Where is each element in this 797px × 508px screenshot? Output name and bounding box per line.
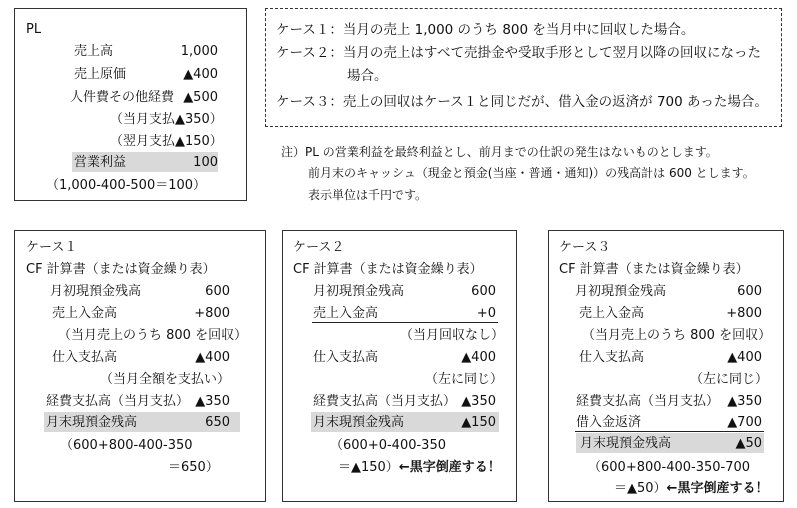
case2-sales-underline — [312, 322, 498, 323]
pl-row-cogs-label: 売上原価 — [74, 67, 127, 82]
note-line3: 表示単位は千円です。 — [308, 188, 428, 202]
case3-purchase-note: （左に同じ） — [690, 372, 769, 387]
case3-insolvency-warning: ←黒字倒産する！ — [666, 481, 769, 496]
case3-formula-line2 — [614, 481, 768, 497]
case2-sales-note: （当月回収なし） — [400, 328, 505, 343]
case3-expense-label: 経費支払高（当月支払） — [576, 394, 720, 409]
case2-purchase-value: ▲400 — [461, 350, 496, 365]
pl-row-sales-label: 売上高 — [74, 44, 114, 59]
case3-expense-value: ▲350 — [727, 394, 762, 409]
case2-sales-value: +0 — [476, 306, 496, 321]
case3-title: ケース３ — [559, 240, 611, 255]
case1-description: ケース１：当月の売上 1,000 のうち 800 を当月中に回収した場合。 — [276, 22, 695, 38]
case2-formula-line2 — [338, 460, 501, 476]
note-line1: 注）PL の営業利益を最終利益とし、前月までの仕訳の発生はないものとします。 — [281, 145, 718, 159]
case1-end-label: 月末現預金残高 — [46, 415, 138, 430]
pl-op-label: 営業利益 — [74, 155, 127, 170]
case3-purchase-label: 仕入支払高 — [579, 350, 645, 365]
case3-sales-label: 売上入金高 — [579, 306, 645, 321]
pl-formula: （1,000-400-500＝100） — [46, 178, 207, 193]
case2-description-cont: 場合。 — [347, 68, 388, 84]
pl-sub-current: （当月支払▲350） — [110, 112, 223, 127]
case2-purchase-label: 仕入支払高 — [313, 350, 379, 365]
case3-end-label: 月末現預金残高 — [580, 436, 672, 451]
case1-purchase-label: 仕入支払高 — [52, 350, 118, 365]
case2-formula-result: ＝▲150） — [338, 460, 399, 475]
pl-row-sales-value: 1,000 — [180, 44, 218, 59]
case2-begin-value: 600 — [471, 284, 496, 299]
pl-row-expense-value: ▲500 — [183, 90, 218, 105]
case1-formula-line1: （600+800-400-350 — [60, 438, 193, 453]
case2-formula-line1: （600+0-400-350 — [330, 438, 446, 453]
case2-description: ケース２：当月の売上はすべて売掛金や受取手形として翌月以降の回収になった — [276, 45, 762, 61]
note-line2: 前月末のキャッシュ（現金と預金(当座・普通・通知)）の残高計は 600 とします。 — [308, 166, 755, 180]
case3-begin-value: 600 — [737, 284, 762, 299]
case2-begin-label: 月初現預金残高 — [313, 284, 405, 299]
case1-sales-label: 売上入金高 — [52, 306, 118, 321]
case1-formula-line2: ＝650） — [168, 460, 219, 475]
case1-begin-label: 月初現預金残高 — [50, 284, 142, 299]
pl-sub-next: （翌月支払▲150） — [110, 134, 223, 149]
case1-expense-value: ▲350 — [195, 394, 230, 409]
case3-sales-value: +800 — [726, 306, 762, 321]
case2-sales-label: 売上入金高 — [313, 306, 379, 321]
case3-loan-label: 借入金返済 — [576, 415, 642, 430]
case2-expense-label: 経費支払高（当月支払） — [313, 394, 457, 409]
case2-end-value: ▲150 — [461, 415, 496, 430]
case3-loan-value: ▲700 — [727, 415, 762, 430]
pl-title: PL — [26, 22, 42, 37]
pl-row-expense-label: 人件費その他経費 — [70, 90, 175, 105]
case3-formula-line1: （600+800-400-350-700 — [588, 460, 751, 475]
case2-purchase-note: （左に同じ） — [425, 372, 504, 387]
case1-title: ケース１ — [26, 240, 78, 255]
case2-end-label: 月末現預金残高 — [313, 415, 405, 430]
case1-begin-value: 600 — [205, 284, 230, 299]
case1-purchase-note: （当月全額を支払い） — [100, 372, 231, 387]
case2-subtitle: CF 計算書（または資金繰り表） — [293, 262, 483, 277]
case3-begin-label: 月初現預金残高 — [575, 284, 667, 299]
case3-subtitle: CF 計算書（または資金繰り表） — [559, 262, 749, 277]
case3-sales-note: （当月売上のうち 800 を回収） — [582, 328, 772, 343]
case1-sales-value: +800 — [194, 306, 230, 321]
pl-row-cogs-value: ▲400 — [183, 67, 218, 82]
case1-subtitle: CF 計算書（または資金繰り表） — [26, 262, 216, 277]
case2-title: ケース２ — [293, 240, 345, 255]
case1-sales-note: （当月売上のうち 800 を回収） — [58, 328, 248, 343]
case2-insolvency-warning: ←黒字倒産する！ — [398, 460, 501, 475]
pl-op-value: 100 — [193, 155, 218, 170]
case3-loan-underline — [575, 431, 764, 432]
case1-purchase-value: ▲400 — [195, 350, 230, 365]
case1-end-value: 650 — [205, 415, 230, 430]
case1-expense-label: 経費支払高（当月支払） — [46, 394, 190, 409]
case3-purchase-value: ▲400 — [727, 350, 762, 365]
case3-formula-result: ＝▲50） — [614, 481, 667, 496]
case3-end-value: ▲50 — [735, 436, 762, 451]
case2-expense-value: ▲350 — [461, 394, 496, 409]
case3-description: ケース３：売上の回収はケース１と同じだが、借入金の返済が 700 あった場合。 — [276, 94, 768, 110]
